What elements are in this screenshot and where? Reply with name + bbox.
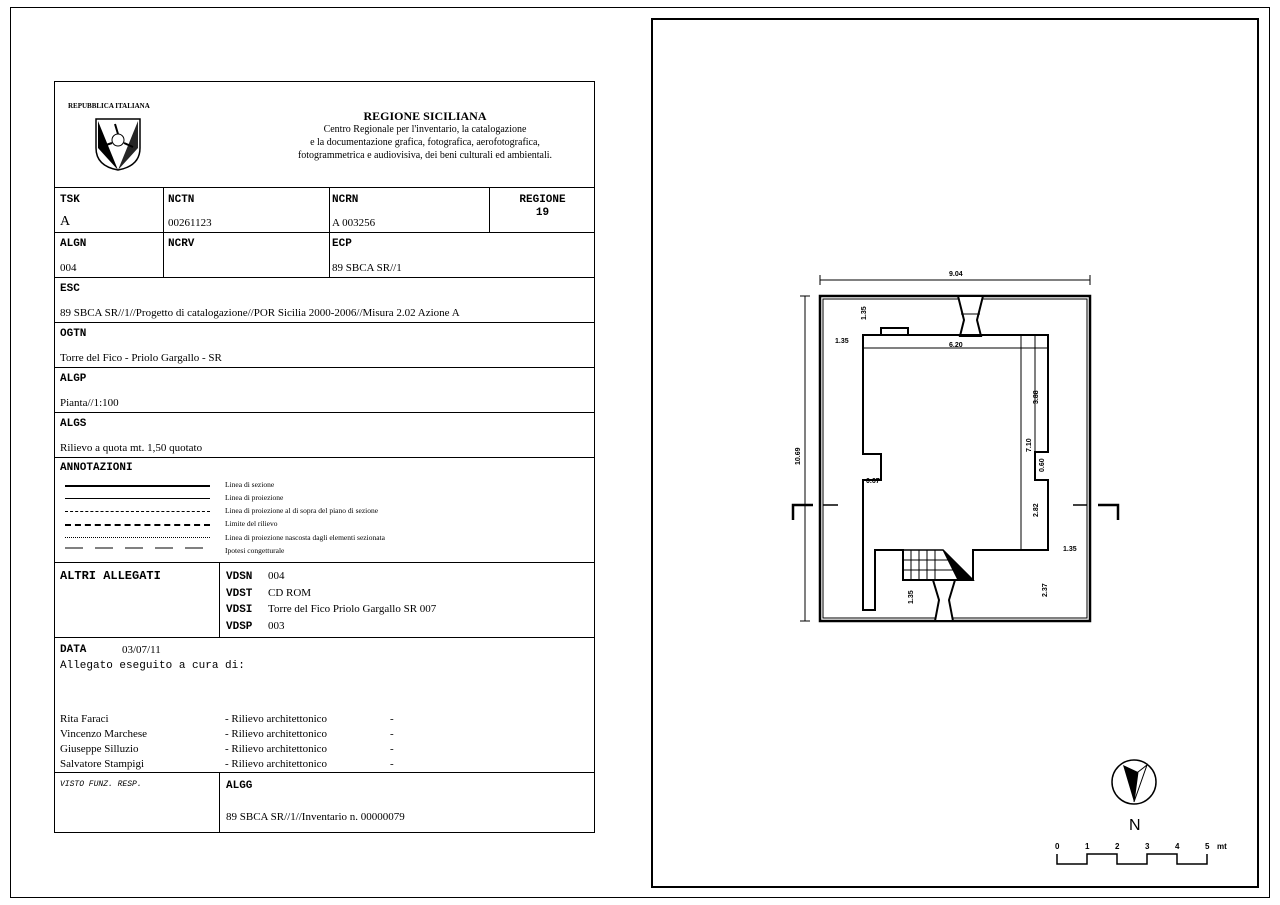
dim-135a: 1.35: [861, 306, 868, 320]
cell-nctn: [163, 188, 329, 232]
legend-text-4: Linea di proiezione nascosta dagli elementi sezionata: [225, 533, 385, 542]
regione-label: REGIONE: [519, 194, 566, 206]
catalog-card: [54, 81, 595, 833]
tsk-value: A: [60, 214, 71, 229]
center-line-1: Centro Regionale per l'inventario, la catalogazione: [323, 124, 527, 135]
legend-line-projection-above: [65, 511, 210, 512]
row-annotazioni: [55, 458, 594, 563]
ncrn-value: A 003256: [332, 217, 376, 229]
visto-label: VISTO FUNZ. RESP.: [60, 780, 142, 789]
row-footer: [55, 773, 594, 832]
allegato-row: VDST CD ROM: [226, 586, 312, 600]
dim-237: 2.37: [1042, 583, 1049, 597]
scale-tick-3: 3: [1145, 842, 1150, 851]
cell-regione: [489, 188, 596, 232]
row-allegati: [55, 563, 594, 638]
row-algs: [55, 413, 594, 458]
plan-panel: [651, 18, 1259, 888]
scale-tick-2: 2: [1115, 842, 1120, 851]
list-item: Vincenzo Marchese - Rilievo architettonico -: [60, 728, 394, 740]
algg-label: ALGG: [226, 780, 253, 792]
dim-620: 6.20: [949, 342, 963, 349]
dim-388: 3.88: [1033, 390, 1040, 404]
allegato-row: VDSP 003: [226, 619, 285, 633]
algp-label: ALGP: [60, 373, 87, 385]
legend-text-3: Limite del rilievo: [225, 519, 278, 528]
dim-top: 9.04: [949, 271, 963, 278]
ogtn-label: OGTN: [60, 328, 87, 340]
regione-value: 19: [535, 207, 550, 219]
row-ogtn: [55, 323, 594, 368]
algp-value: Pianta//1:100: [60, 397, 119, 409]
section-marks: [793, 505, 1118, 520]
nctn-label: NCTN: [168, 194, 195, 206]
algg-value: 89 SBCA SR//1//Inventario n. 00000079: [226, 811, 405, 823]
bottom-embrasure: [933, 580, 955, 621]
cell-algg: [219, 773, 596, 832]
list-item: Rita Faraci - Rilievo architettonico -: [60, 713, 394, 725]
scale-tick-4: 4: [1175, 842, 1180, 851]
dim-060: 0.60: [1039, 458, 1046, 472]
nctn-value: 00261123: [168, 217, 212, 229]
legend-line-section: [65, 485, 210, 487]
region-title: REGIONE SICILIANA: [363, 109, 487, 123]
scale-tick-5: 5: [1205, 842, 1210, 851]
annotazioni-label: ANNOTAZIONI: [60, 462, 133, 474]
algs-label: ALGS: [60, 418, 87, 430]
scale-bar: [1057, 854, 1207, 864]
legend-line-conjectural: [65, 546, 210, 550]
data-label: DATA: [60, 644, 87, 656]
legend-text-2: Linea di proiezione al di sopra del piano di sezione: [225, 506, 379, 515]
scale-tick-0: 0: [1055, 842, 1060, 851]
data-date: 03/07/11: [122, 644, 161, 656]
dim-135d: 1.35: [908, 590, 915, 604]
esc-label: ESC: [60, 283, 80, 295]
ncrn-label: NCRN: [332, 194, 359, 206]
floor-plan-drawing: [653, 20, 1257, 886]
legend-text-5: Ipotesi congetturale: [225, 546, 285, 555]
center-line-2: e la documentazione grafica, fotografica, aerofotografica,: [310, 137, 540, 148]
top-embrasure: [958, 296, 983, 336]
people-list: [60, 712, 590, 772]
staircase: [903, 550, 973, 580]
north-label: N: [1129, 817, 1141, 834]
dim-067: 0.67: [866, 478, 880, 485]
ecp-label: ECP: [332, 238, 352, 250]
row-data: [55, 638, 594, 773]
cell-allegati-list: [219, 563, 596, 637]
sicily-coat-of-arms-icon: [93, 116, 143, 172]
card-header: [55, 82, 594, 188]
row-esc: [55, 278, 594, 323]
cell-ecp: [329, 233, 596, 277]
dim-710: 7.10: [1026, 438, 1033, 452]
cell-algn: [55, 233, 163, 277]
cell-ncrv: [163, 233, 329, 277]
algn-label: ALGN: [60, 238, 87, 250]
list-item: Salvatore Stampigi - Rilievo architettonico -: [60, 758, 394, 770]
algs-value: Rilievo a quota mt. 1,50 quotato: [60, 442, 203, 454]
tsk-label: TSK: [60, 194, 80, 206]
row-algp: [55, 368, 594, 413]
republic-label: REPUBBLICA ITALIANA: [68, 102, 150, 110]
scale-tick-1: 1: [1085, 842, 1090, 851]
ecp-value: 89 SBCA SR//1: [332, 262, 402, 274]
cell-tsk: [55, 188, 163, 232]
dim-282: 2.82: [1033, 503, 1040, 517]
dim-135b: 1.35: [835, 338, 849, 345]
esc-value: 89 SBCA SR//1//Progetto di catalogazione//POR Sicilia 2000-2006//Misura 2.02 Azione A: [60, 307, 460, 319]
scale-unit: mt: [1217, 842, 1227, 851]
ogtn-value: Torre del Fico - Priolo Gargallo - SR: [60, 352, 222, 364]
legend-line-projection: [65, 498, 210, 499]
legend-text-0: Linea di sezione: [225, 480, 275, 489]
allegato-row: VDSN 004: [226, 570, 285, 583]
legend-text-1: Linea di proiezione: [225, 493, 284, 502]
legend-line-hidden: [65, 537, 210, 538]
data-subtitle: Allegato eseguito a cura di:: [60, 660, 245, 672]
ncrv-label: NCRV: [168, 238, 195, 250]
row-algn: [55, 233, 594, 278]
list-item: Giuseppe Silluzio - Rilievo architettonico -: [60, 743, 394, 755]
allegato-row: VDSI Torre del Fico Priolo Gargallo SR 007: [226, 603, 437, 616]
allegati-label: ALTRI ALLEGATI: [60, 569, 161, 583]
dimension-lines: [800, 275, 1090, 621]
dim-135c: 1.35: [1063, 546, 1077, 553]
center-line-3: fotogrammetrica e audiovisiva, dei beni culturali ed ambientali.: [297, 150, 553, 161]
algn-value: 004: [60, 262, 77, 274]
north-arrow-icon: [1112, 760, 1156, 804]
row-tsk: [55, 188, 594, 233]
cell-ncrn: [329, 188, 489, 232]
dim-left: 10.69: [795, 447, 802, 465]
legend-line-survey-limit: [65, 524, 210, 526]
